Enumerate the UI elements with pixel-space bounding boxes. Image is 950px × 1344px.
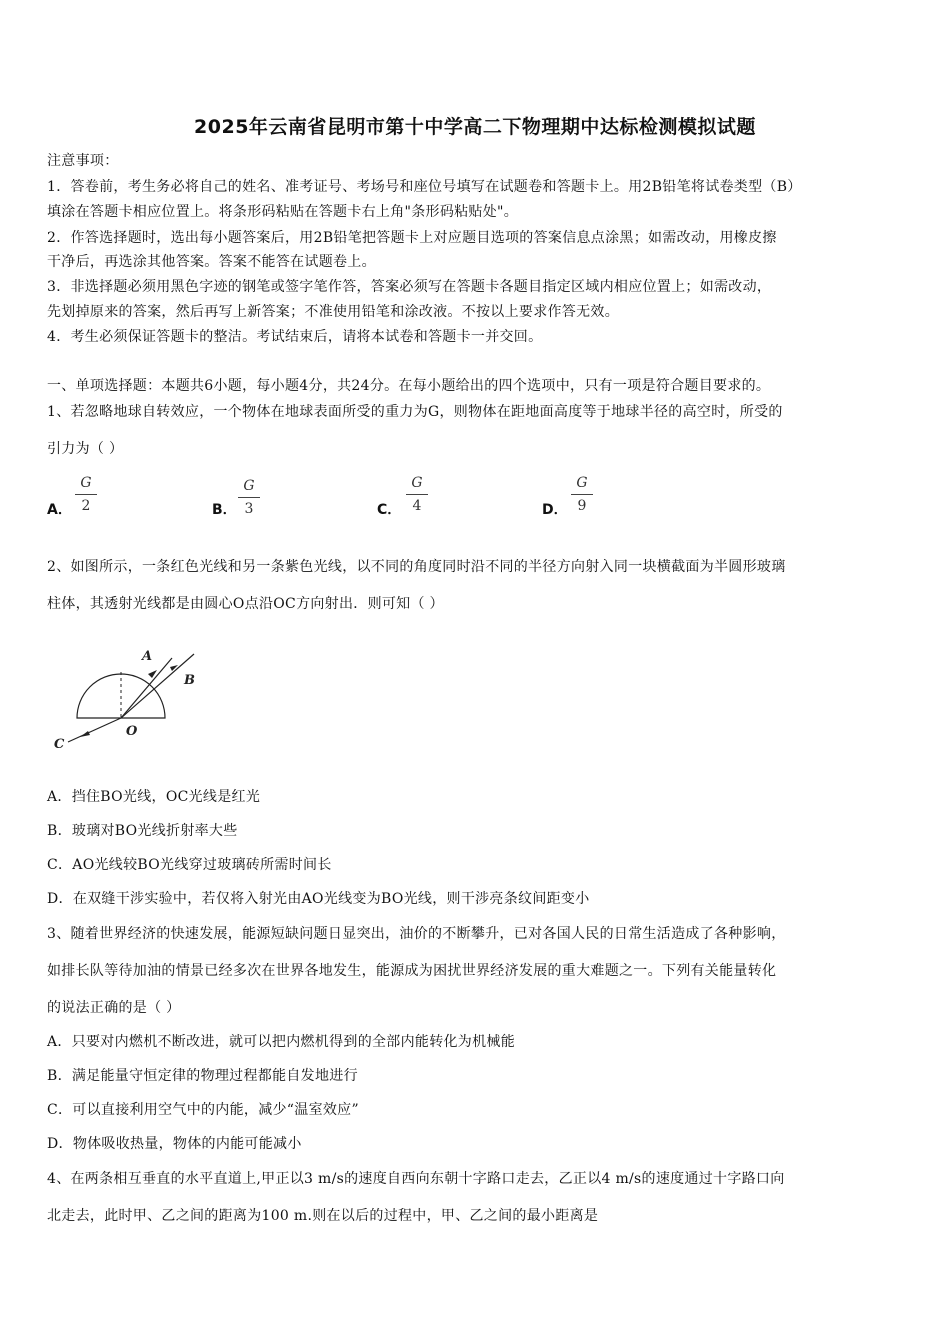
notice-line: 填涂在答题卡相应位置上。将条形码粘贴在答题卡右上角"条形码粘贴处"。 xyxy=(47,204,519,220)
notice-line: 4．考生必须保证答题卡的整洁。考试结束后，请将本试卷和答题卡一并交回。 xyxy=(47,329,543,345)
q1-option-b-fraction xyxy=(238,477,260,518)
q1-stem: 引力为（ ） xyxy=(47,441,124,457)
q3-stem: 的说法正确的是（ ） xyxy=(47,1000,181,1016)
notice-line: 先划掉原来的答案，然后再写上新答案；不准使用铅笔和涂改液。不按以上要求作答无效。 xyxy=(47,304,619,320)
notice-line: 3．非选择题必须用黑色字迹的钢笔或签字笔作答，答案必须写在答题卡各题目指定区域内相应位置上；如需改动， xyxy=(47,279,772,295)
section-heading: 一、单项选择题：本题共6小题，每小题4分，共24分。在每小题给出的四个选项中，只有一项是符合题目要求的。 xyxy=(47,378,771,394)
q2-option: D．在双缝干涉实验中，若仅将入射光由AO光线变为BO光线，则干涉亮条纹间距变小 xyxy=(47,891,590,907)
q2-option: C．AO光线较BO光线穿过玻璃砖所需时间长 xyxy=(47,857,332,873)
center-label-o: O xyxy=(126,724,138,739)
q1-option-b-label: B． xyxy=(212,502,237,518)
numerator: G xyxy=(576,475,588,491)
notice-line: 干净后，再选涂其他答案。答案不能答在试题卷上。 xyxy=(47,254,376,270)
numerator: G xyxy=(411,475,423,491)
ray-label-b: B xyxy=(184,673,195,688)
denominator: 9 xyxy=(577,498,587,514)
q3-option: B．满足能量守恒定律的物理过程都能自发地进行 xyxy=(47,1068,358,1084)
denominator: 4 xyxy=(412,498,422,514)
q2-option: A．挡住BO光线，OC光线是红光 xyxy=(47,789,261,805)
denominator: 3 xyxy=(244,501,254,517)
q3-stem: 3、随着世界经济的快速发展，能源短缺问题日显突出，油价的不断攀升，已对各国人民的日常生活造成了各种影响， xyxy=(47,926,786,942)
q3-option: A．只要对内燃机不断改进，就可以把内燃机得到的全部内能转化为机械能 xyxy=(47,1034,516,1050)
semicircle-glass-diagram xyxy=(44,638,214,758)
q1-option-d-fraction xyxy=(571,474,593,515)
denominator: 2 xyxy=(81,498,91,514)
q4-stem: 4、在两条相互垂直的水平直道上,甲正以3 m/s的速度自西向东朝十字路口走去，乙正以4 m/s的速度通过十字路口向 xyxy=(47,1171,785,1187)
q3-option: C．可以直接利用空气中的内能，减少“温室效应” xyxy=(47,1102,359,1118)
notice-line: 1．答卷前，考生务必将自己的姓名、准考证号、考场号和座位号填写在试题卷和答题卡上。用2B铅笔将试卷类型（B） xyxy=(47,179,802,195)
q2-stem: 柱体，其透射光线都是由圆心O点沿OC方向射出．则可知（ ） xyxy=(47,596,444,612)
notice-heading: 注意事项： xyxy=(47,153,119,169)
q1-option-a-fraction xyxy=(75,474,97,515)
page-title: 2025年云南省昆明市第十中学高二下物理期中达标检测模拟试题 xyxy=(194,116,756,138)
q2-option: B．玻璃对BO光线折射率大些 xyxy=(47,823,238,839)
numerator: G xyxy=(243,478,255,494)
numerator: G xyxy=(80,475,92,491)
q3-option: D．物体吸收热量，物体的内能可能减小 xyxy=(47,1136,302,1152)
q4-stem: 北走去，此时甲、乙之间的距离为100 m.则在以后的过程中，甲、乙之间的最小距离是 xyxy=(47,1208,599,1224)
q3-stem: 如排长队等待加油的情景已经多次在世界各地发生，能源成为困扰世界经济发展的重大难题之一。下列有关能量转化 xyxy=(47,963,777,979)
q1-option-a-label: A． xyxy=(47,502,72,518)
q1-option-c-fraction xyxy=(406,474,428,515)
q1-option-d-label: D． xyxy=(542,502,568,518)
ray-label-a: A xyxy=(142,649,153,664)
ray-label-c: C xyxy=(54,737,65,752)
q1-option-c-label: C． xyxy=(377,502,402,518)
q1-stem: 1、若忽略地球自转效应，一个物体在地球表面所受的重力为G，则物体在距地面高度等于地球半径的高空时，所受的 xyxy=(47,404,783,420)
q2-stem: 2、如图所示，一条红色光线和另一条紫色光线，以不同的角度同时沿不同的半径方向射入同一块横截面为半圆形玻璃 xyxy=(47,559,786,575)
notice-line: 2．作答选择题时，选出每小题答案后，用2B铅笔把答题卡上对应题目选项的答案信息点涂黑；如需改动，用橡皮擦 xyxy=(47,230,777,246)
